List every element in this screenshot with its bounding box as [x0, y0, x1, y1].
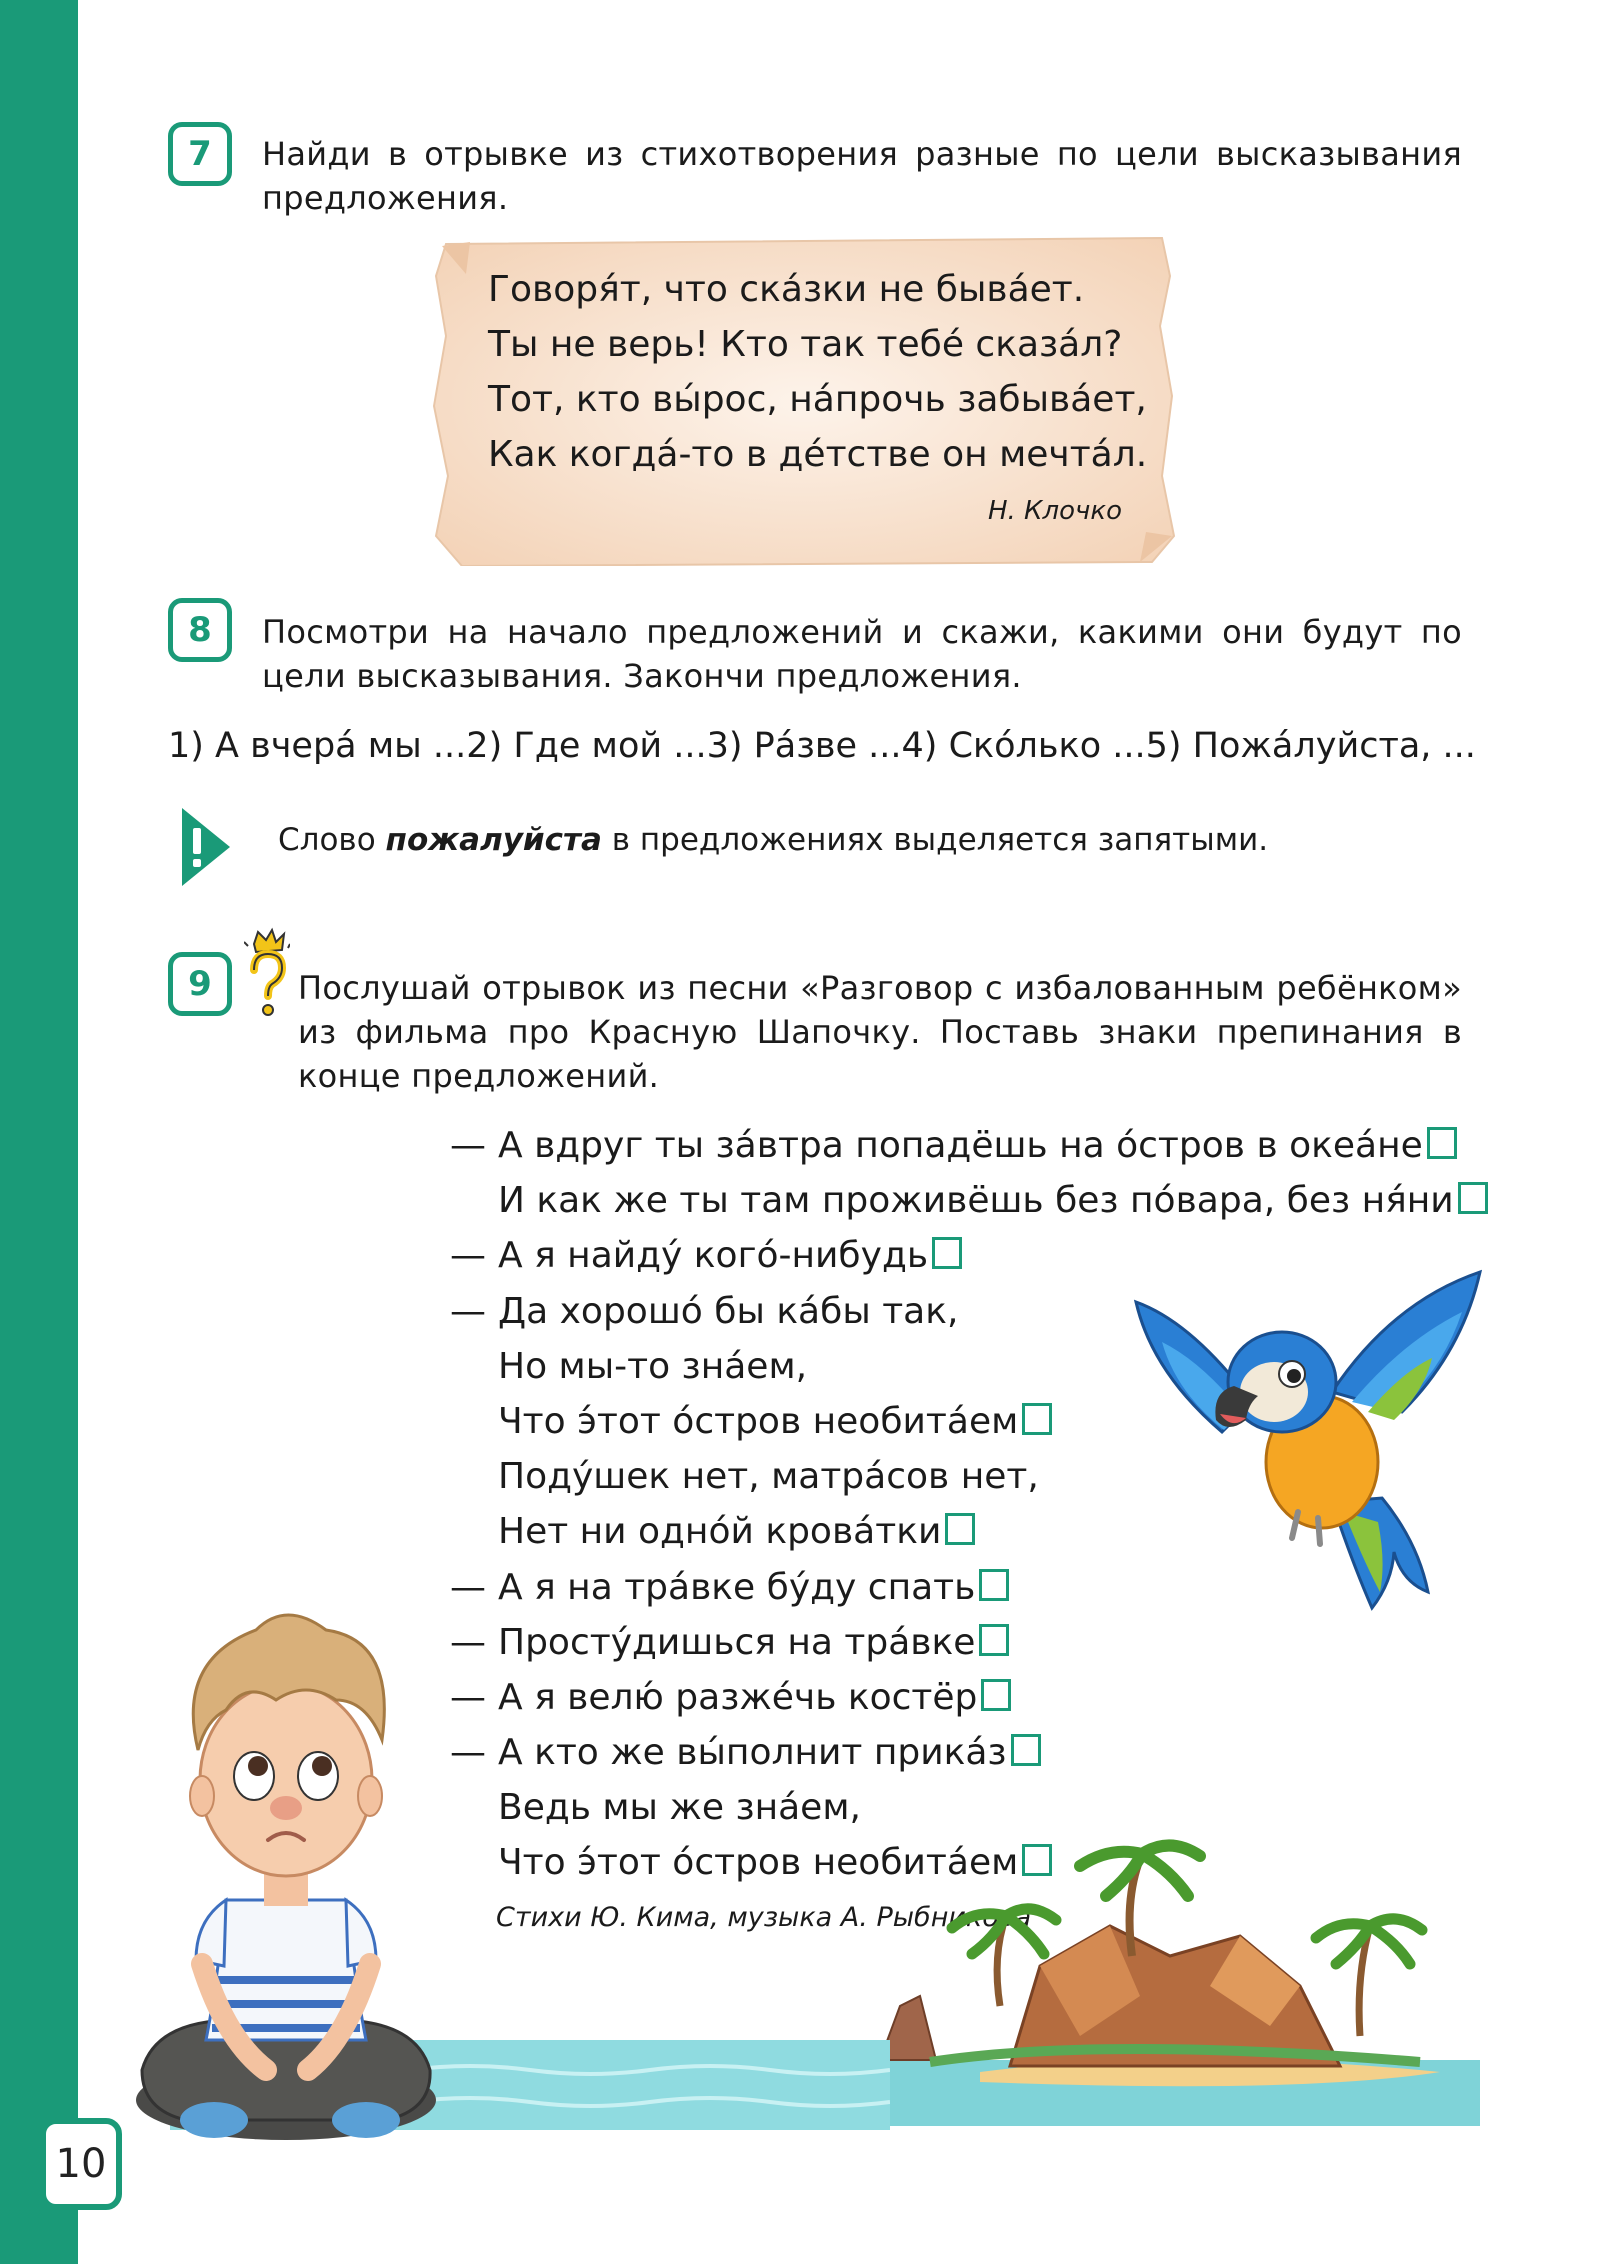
poem-line: Ты не верь! Кто так тебе́ сказа́л?	[488, 324, 1123, 365]
dialogue-dash: —	[450, 1290, 486, 1332]
song-line-text: Нет ни одно́й крова́тки	[498, 1511, 942, 1553]
notice-text: в предложениях выделяется запятыми.	[601, 822, 1269, 858]
sentence-start: 4) Ско́лько ...	[901, 726, 1146, 766]
song-source: Стихи Ю. Кима, музыка А. Рыбникова	[496, 1902, 1032, 1933]
task-7-number: 7	[168, 122, 232, 186]
song-line	[450, 1670, 1488, 1725]
notice-text: Слово	[278, 822, 386, 858]
sentence-start: 5) Пожа́луйста, ...	[1145, 726, 1476, 766]
song-line-text: А я велю́ разже́чь костёр	[498, 1676, 978, 1718]
parrot-illustration	[1132, 1262, 1484, 1614]
rule-notice	[278, 818, 1268, 862]
song-line-text: Что э́тот о́стров необита́ем	[498, 1400, 1019, 1442]
dialogue-dash: —	[450, 1732, 486, 1774]
sentence-start: 1) А вчера́ мы ...	[168, 726, 467, 766]
dialogue-dash: —	[450, 1125, 486, 1166]
song-line-text: Поду́шек нет, матра́сов нет,	[498, 1456, 1039, 1498]
song-line	[450, 1173, 1488, 1228]
song-line	[450, 1615, 1488, 1670]
punctuation-answer-box[interactable]	[979, 1624, 1009, 1656]
poem-line: Как когда́-то в де́тстве он мечта́л.	[488, 434, 1148, 475]
punctuation-answer-box[interactable]	[945, 1513, 975, 1545]
punctuation-answer-box[interactable]	[981, 1679, 1011, 1711]
sentence-starts	[168, 726, 1476, 766]
song-line-text: А кто же вы́полнит прика́з	[498, 1732, 1007, 1774]
dialogue-dash: —	[450, 1566, 486, 1608]
poem-line: Говоря́т, что ска́зки не быва́ет.	[488, 269, 1085, 310]
task-8-number: 8	[168, 598, 232, 662]
punctuation-answer-box[interactable]	[1458, 1182, 1488, 1214]
sentence-start: 3) Ра́зве ...	[706, 726, 902, 766]
song-line-text: Да хорошо́ бы ка́бы так,	[498, 1290, 959, 1332]
punctuation-answer-box[interactable]	[1022, 1403, 1052, 1435]
punctuation-answer-box[interactable]	[979, 1569, 1009, 1601]
punctuation-answer-box[interactable]	[932, 1237, 962, 1269]
song-line	[450, 1118, 1488, 1173]
poem-author: Н. Клочко	[987, 496, 1122, 526]
dialogue-dash: —	[450, 1235, 486, 1277]
sentence-start: 2) Где мой ...	[466, 726, 707, 766]
song-line	[450, 1780, 1488, 1835]
song-line-text: А я найду́ кого́-нибудь	[498, 1235, 929, 1277]
boy-illustration	[136, 1600, 436, 2148]
task-7-instruction: Найди в отрывке из стихотворения разные по цели высказывания предложения.	[262, 135, 1462, 217]
task-9-instruction: Послушай отрывок из песни «Разговор с избалованным ребёнком» из фильма про Красную Шапочку. Поставь знаки препинания в конце предложений.	[298, 969, 1462, 1095]
poem-excerpt	[488, 262, 1147, 482]
task-8-instruction: Посмотри на начало предложений и скажи, какими они будут по цели высказывания. Закончи предложения.	[262, 613, 1462, 695]
dialogue-dash: —	[450, 1621, 486, 1663]
punctuation-answer-box[interactable]	[1427, 1127, 1457, 1159]
page-number: 10	[40, 2118, 122, 2210]
song-line-text: Но мы-то зна́ем,	[498, 1345, 808, 1387]
song-line	[450, 1725, 1488, 1780]
exclamation-flag-icon	[182, 808, 230, 886]
dialogue-dash: —	[450, 1676, 486, 1718]
song-line-text: И как же ты там проживёшь без по́вара, без ня́ни	[498, 1180, 1454, 1222]
left-margin-bar	[0, 0, 78, 2264]
song-line-text: А вдруг ты за́втра попадёшь на о́стров в океа́не	[498, 1125, 1423, 1166]
notice-keyword: пожалуйста	[385, 822, 602, 858]
song-line-text: А я на тра́вке бу́ду спать	[498, 1566, 976, 1608]
song-line-text: Что э́тот о́стров необита́ем	[498, 1842, 1019, 1884]
island-illustration	[880, 1836, 1480, 2130]
task-9-number: 9	[168, 952, 232, 1016]
punctuation-answer-box[interactable]	[1011, 1734, 1041, 1766]
song-line-text: Ведь мы же зна́ем,	[498, 1787, 861, 1829]
question-crown-icon	[244, 926, 290, 1022]
poem-line: Тот, кто вы́рос, на́прочь забыва́ет,	[488, 379, 1147, 420]
song-line-text: Просту́дишься на тра́вке	[498, 1621, 976, 1663]
